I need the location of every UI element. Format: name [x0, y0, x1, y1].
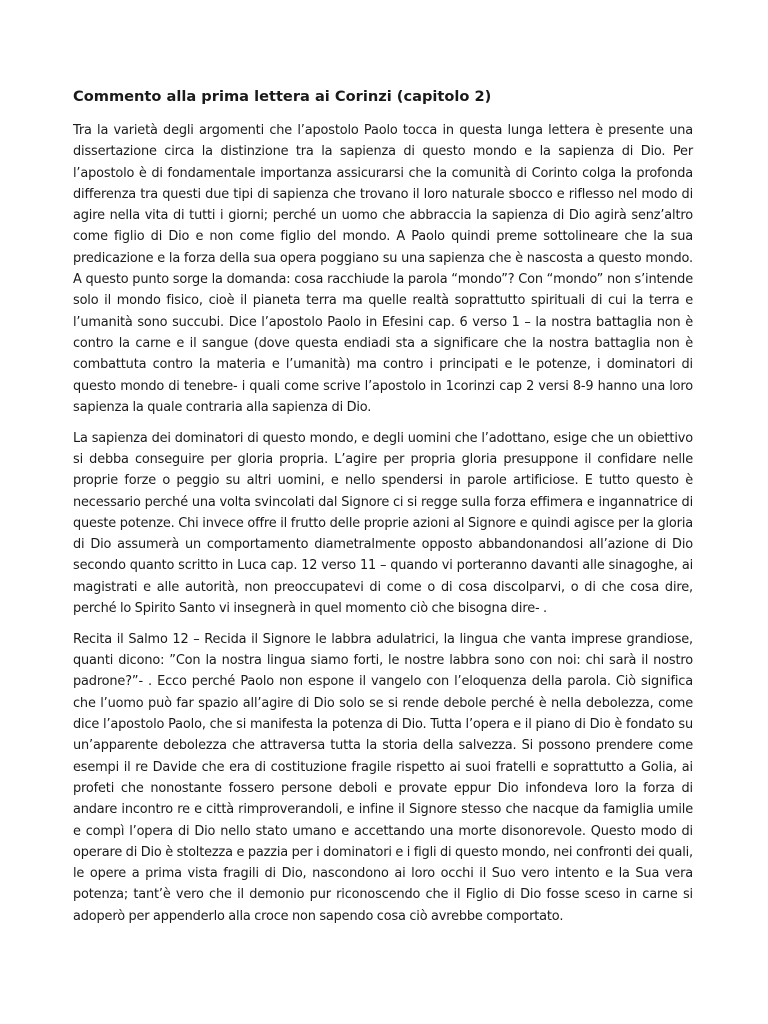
document-body — [73, 86, 693, 936]
paragraph-worldly-wisdom: La sapienza dei dominatori di questo mondo, e degli uomini che l’adottano, esige che un obiettivo si debba conseguire per gloria propria. L’agire per propria gloria presuppone il confidare nelle proprie forze o peggio su altri uomini, e nello spendersi in parole artificiose. E tutto questo è necessario perché una volta svincolati dal Signore ci si regge sulla forza effimera e ingannatrice di queste potenze. Chi invece offre il frutto delle proprie azioni al Signore e quindi agisce per la gloria di Dio assumerà un comportamento diametralmente opposto abbandonandosi all’azione di Dio secondo quanto scritto in Luca cap. 12 verso 11 – quando vi porteranno davanti alle sinagoghe, ai magistrati e alle autorità, non preoccupatevi di come o di cosa discolparvi, o di che cosa dire, perché lo Spirito Santo vi insegnerà in quel momento ciò che bisogna dire- . — [73, 430, 693, 617]
paragraph-weakness: Recita il Salmo 12 – Recida il Signore le labbra adulatrici, la lingua che vanta imprese grandiose, quanti dicono: ”Con la nostra lingua siamo forti, le nostre labbra sono con noi: chi sarà il nostro padrone?”- . Ecco perché Paolo non espone il vangelo con l’eloquenza della parola. Ciò significa che l’uomo può far spazio all’agire di Dio solo se si rende debole perché è nella debolezza, come dice l’apostolo Paolo, che si manifesta la potenza di Dio. Tutta l’opera e il piano di Dio è fondato su un’apparente debolezza che attraversa tutta la storia della salvezza. Si possono prendere come esempi il re Davide che era di costituzione fragile rispetto ai suoi fratelli e soprattutto a Golia, ai profeti che nonostante fossero persone deboli e provate eppur Dio infondeva loro la forza di andare incontro re e città rimproverandoli, e infine il Signore stesso che nacque da famiglia umile e compì l’opera di Dio nello stato umano e accettando una morte disonorevole. Questo modo di operare di Dio è stoltezza e pazzia per i dominatori e i figli di questo mondo, nei confronti dei quali, le opere a prima vista fragili di Dio, nascondono ai loro occhi il Suo vero intento e la Sua vera potenza; tant’è vero che il demonio pur riconoscendo che il Figlio di Dio fosse sceso in carne si adoperò per appenderlo alla croce non sapendo cosa ciò avrebbe comportato. — [73, 631, 693, 924]
document-title: Commento alla prima lettera ai Corinzi (capitolo 2) — [73, 88, 492, 105]
paragraph-intro: Tra la varietà degli argomenti che l’apostolo Paolo tocca in questa lunga lettera è presente una dissertazione circa la distinzione tra la sapienza di questo mondo e la sapienza di Dio. Per l’apostolo è di fondamentale importanza assicurarsi che la comunità di Corinto colga la profonda differenza tra questi due tipi di sapienza che trovano il loro naturale sbocco e riflesso nel modo di agire nella vita di tutti i giorni; perché un uomo che abbraccia la sapienza di Dio agirà senz’altro come figlio di Dio e non come figlio del mondo. A Paolo quindi preme sottolineare che la sua predicazione e la forza della sua opera poggiano su una sapienza che è nascosta a questo mondo. A questo punto sorge la domanda: cosa racchiude la parola “mondo”? Con “mondo” non s’intende solo il mondo fisico, cioè il pianeta terra ma quelle realtà soprattutto spirituali di cui la terra e l’umanità sono succubi. Dice l’apostolo Paolo in Efesini cap. 6 verso 1 – la nostra battaglia non è contro la carne e il sangue (dove questa endiadi sta a significare che la nostra battaglia non è combattuta contro la materia e l’umanità) ma contro i principati e le potenze, i dominatori di questo mondo di tenebre- i quali come scrive l’apostolo in 1corinzi cap 2 versi 8-9 hanno una loro sapienza la quale contraria alla sapienza di Dio. — [73, 123, 693, 415]
